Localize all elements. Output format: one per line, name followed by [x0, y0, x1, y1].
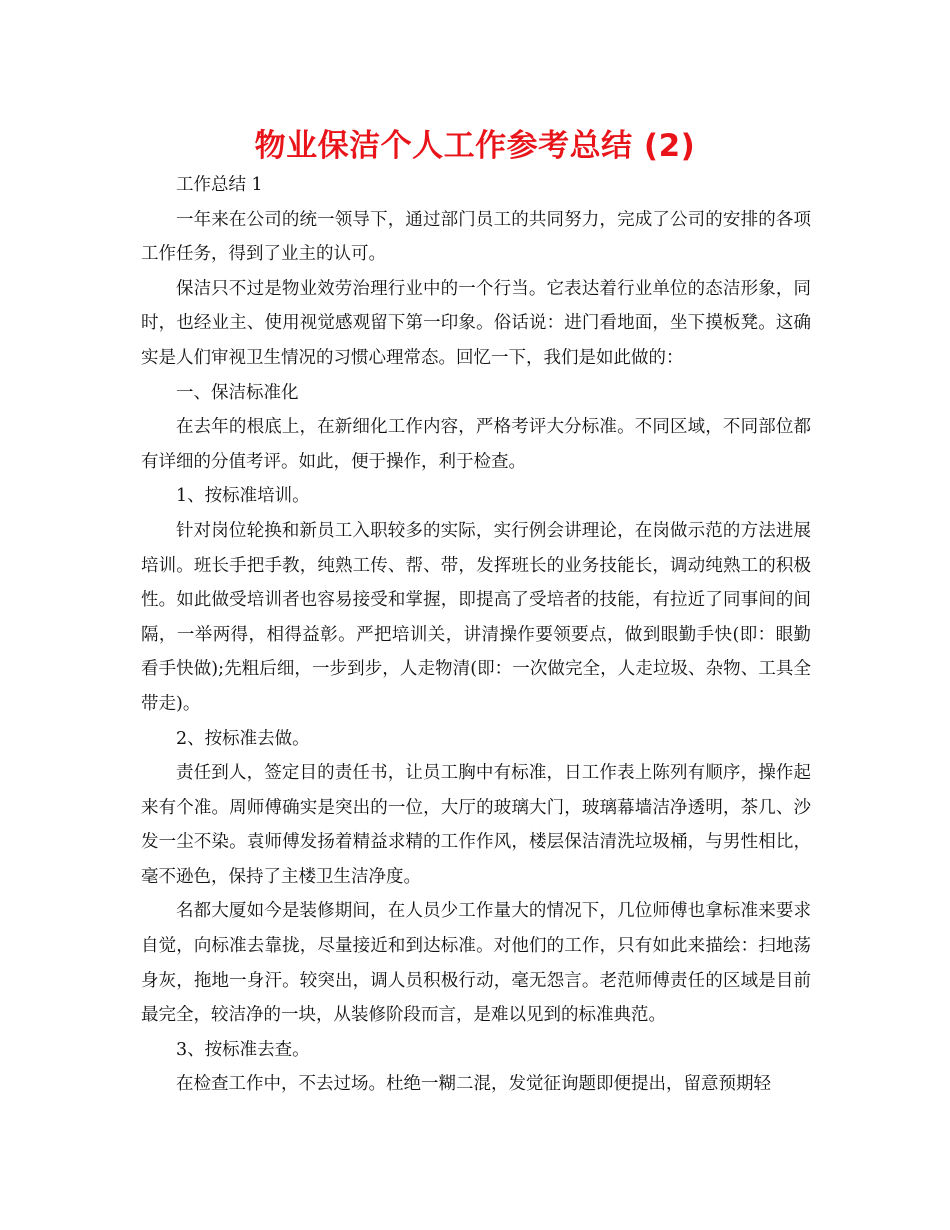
- paragraph: 名都大厦如今是装修期间，在人员少工作量大的情况下，几位师傅也拿标准来要求自觉，向标准去靠拢，尽量接近和到达标准。对他们的工作，只有如此来描绘：扫地荡身灰，拖地一身汗。较突出，调人员积极行动，毫无怨言。老范师傅责任的区域是目前最完全，较洁净的一块，从装修阶段而言，是难以见到的标准典范。: [141, 901, 811, 1026]
- paragraph: 在去年的根底上，在新细化工作内容，严格考评大分标准。不同区域，不同部位都有详细的分值考评。如此，便于操作，利于检查。: [141, 417, 811, 472]
- subsection-heading: 3、按标准去查。: [176, 1039, 310, 1060]
- paragraph: 一年来在公司的统一领导下，通过部门员工的共同努力，完成了公司的安排的各项工作任务，得到了业主的认可。: [141, 209, 811, 265]
- paragraph: 在检查工作中，不去过场。杜绝一糊二混，发觉征询题即便提出，留意预期轻: [176, 1074, 771, 1095]
- document-body: [141, 168, 811, 1102]
- subsection-heading: 2、按标准去做。: [176, 728, 310, 749]
- paragraph: 保洁只不过是物业效劳治理行业中的一个行当。它表达着行业单位的态洁形象，同时，也经业主、使用视觉感观留下第一印象。俗话说：进门看地面，坐下摸板凳。这确实是人们审视卫生情况的习惯心理常态。回忆一下，我们是如此做的：: [141, 278, 811, 368]
- paragraph: 针对岗位轮换和新员工入职较多的实际，实行例会讲理论，在岗做示范的方法进展培训。班长手把手教，纯熟工传、帮、带，发挥班长的业务技能长，调动纯熟工的积极性。如此做受培训者也容易接受和掌握，即提高了受培者的技能，有拉近了同事间的间隔，一举两得，相得益彰。严把培训关，讲清操作要领要点，做到眼勤手快(即：眼勤看手快做);先粗后细，一步到步，人走物清(即：一次做完全，人走垃圾、杂物、工具全带走)。: [141, 520, 811, 714]
- section-heading: 一、保洁标准化: [176, 382, 299, 403]
- paragraph: 工作总结 1: [176, 175, 263, 195]
- paragraph: 责任到人，签定目的责任书，让员工胸中有标准，日工作表上陈列有顺序，操作起来有个准。周师傅确实是突出的一位，大厅的玻璃大门，玻璃幕墙洁净透明，茶几、沙发一尘不染。袁师傅发扬着精益求精的工作作风，楼层保洁清洗垃圾桶，与男性相比，毫不逊色，保持了主楼卫生洁净度。: [141, 763, 811, 887]
- document-title: 物业保洁个人工作参考总结 (2): [254, 128, 696, 164]
- subsection-heading: 1、按标准培训。: [176, 486, 310, 507]
